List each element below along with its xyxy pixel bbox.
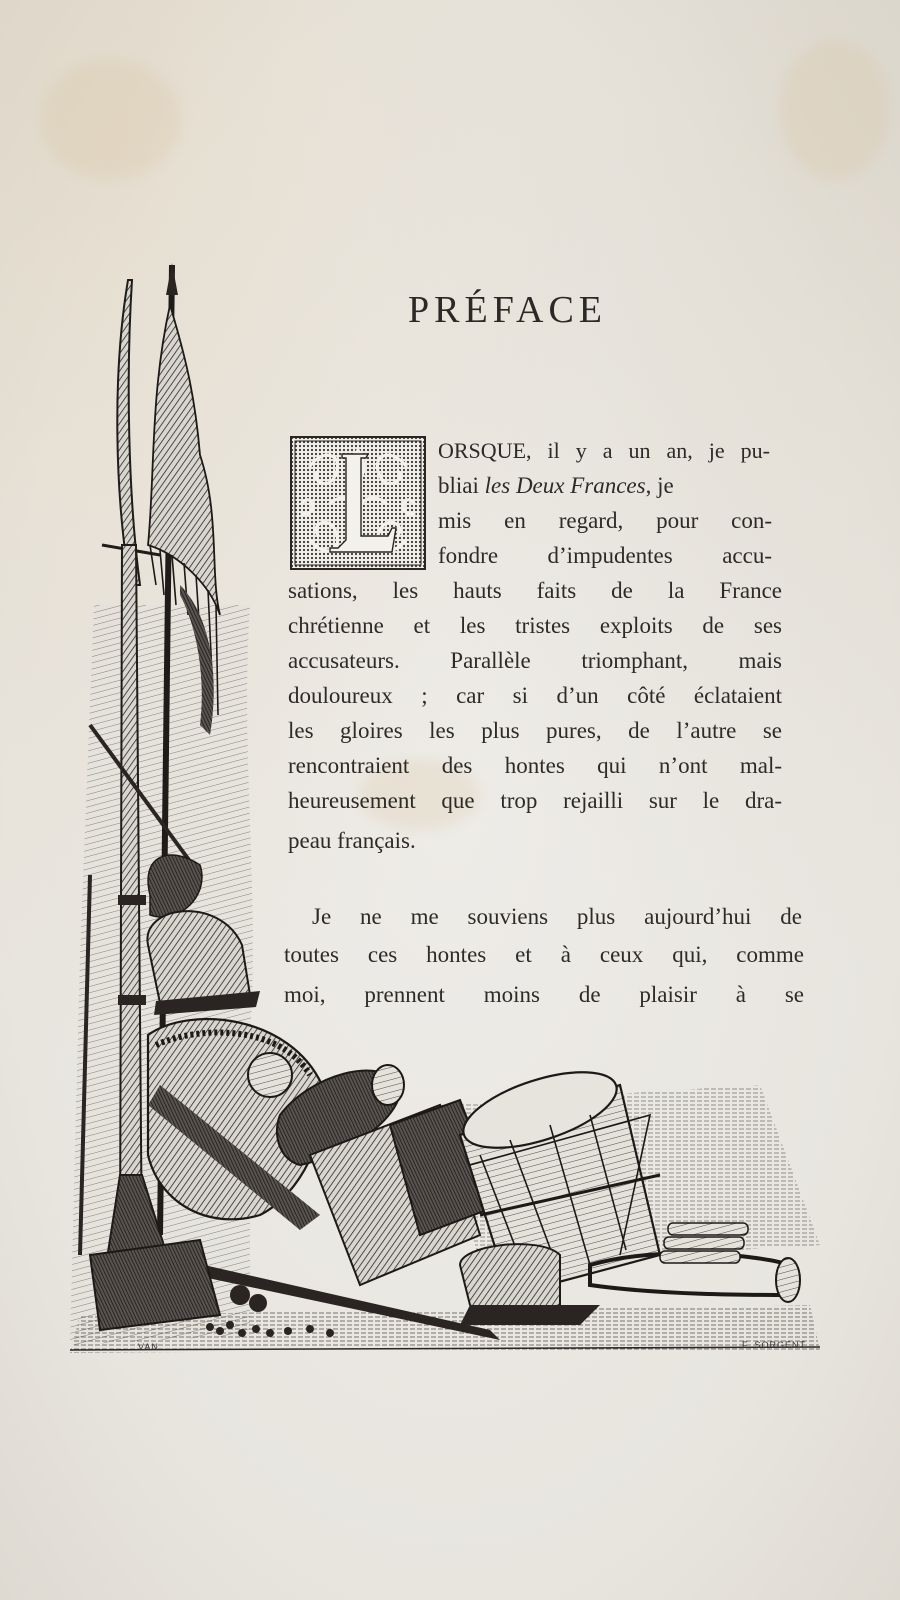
- book-title-emphasis: les Deux Frances: [484, 473, 646, 498]
- text-line: douloureux ; car si d’un côté éclataient: [288, 683, 782, 708]
- text-line: toutes ces hontes et à ceux qui, comme: [284, 942, 804, 967]
- engraver-signature-left: VAN: [138, 1342, 159, 1352]
- text-line: Je ne me souviens plus aujourd’hui de: [312, 904, 802, 929]
- text-line: moi, prennent moins de plaisir à se: [284, 982, 804, 1007]
- text-line: chrétienne et les tristes exploits de ses: [288, 613, 782, 638]
- engraver-signature-right: F. SORGENT: [742, 1340, 807, 1350]
- text-line: sations, les hauts faits de la France: [288, 578, 782, 603]
- military-trophy-engraving: [60, 255, 840, 1365]
- text-line: accusateurs. Parallèle triomphant, mais: [288, 648, 782, 673]
- text-line: fondre d’impudentes accu-: [438, 543, 772, 568]
- text-fragment: bliai: [438, 473, 485, 498]
- text-line: ORSQUE, il y a un an, je pu-: [438, 438, 770, 463]
- text-line: les gloires les plus pures, de l’autre se: [288, 718, 782, 743]
- page-title: PRÉFACE: [408, 289, 608, 331]
- text-fragment: , je: [645, 473, 674, 498]
- text-line: heureusement que trop rejailli sur le dra-: [288, 788, 782, 813]
- text-line: rencontraient des hontes qui n’ont mal-: [288, 753, 782, 778]
- text-line: mis en regard, pour con-: [438, 508, 772, 533]
- text-line: peau français.: [288, 828, 416, 853]
